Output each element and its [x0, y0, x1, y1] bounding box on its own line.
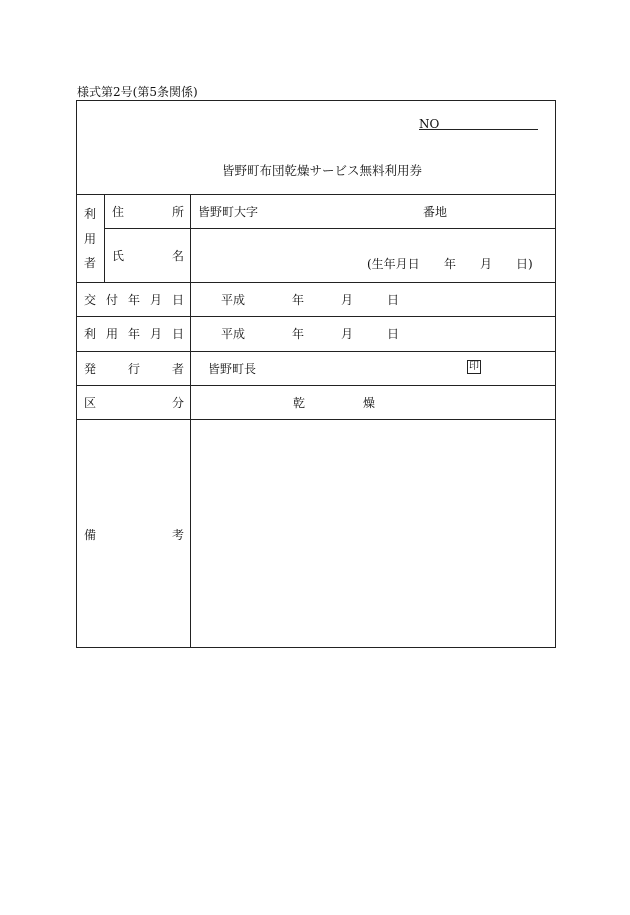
- issue-date-year-unit: 年: [292, 293, 305, 307]
- issue-date-label-char: 年: [128, 293, 141, 307]
- form-title: 皆野町布団乾燥サービス無料利用券: [222, 163, 423, 178]
- address-suffix: 番地: [423, 205, 448, 219]
- issuer-label-char: 者: [172, 362, 185, 376]
- issue-date-label-char: 月: [150, 293, 163, 307]
- use-date-era: 平成: [221, 327, 246, 341]
- name-label-char: 氏: [112, 249, 125, 263]
- birthdate-day-unit: 日): [516, 257, 533, 271]
- birthdate-label: (生年月日: [367, 257, 420, 271]
- issue-date-era: 平成: [221, 293, 246, 307]
- use-date-label-char: 用: [106, 327, 119, 341]
- serial-number-label: NO: [419, 117, 440, 131]
- voucher-form: [76, 100, 556, 648]
- row-divider: [104, 228, 555, 229]
- issue-date-label-char: 交: [84, 293, 97, 307]
- remarks-field[interactable]: [191, 420, 555, 647]
- use-date-day-unit: 日: [387, 327, 400, 341]
- use-date-month-unit: 月: [341, 327, 354, 341]
- form-number: 様式第2号(第5条関係): [77, 85, 198, 99]
- serial-number-field[interactable]: [419, 129, 538, 130]
- address-value[interactable]: 皆野町大字: [198, 205, 259, 219]
- remarks-label-char: 考: [172, 528, 185, 542]
- category-value-char: 燥: [363, 396, 376, 410]
- row-divider: [77, 316, 555, 317]
- category-value-char: 乾: [293, 396, 306, 410]
- birthdate-month-unit: 月: [480, 257, 493, 271]
- remarks-label-char: 備: [84, 528, 97, 542]
- issue-date-day-unit: 日: [387, 293, 400, 307]
- use-date-year-unit: 年: [292, 327, 305, 341]
- user-label-char: 用: [84, 232, 97, 246]
- use-date-label-char: 利: [84, 327, 97, 341]
- category-label-char: 区: [84, 396, 97, 410]
- issuer-label-char: 行: [128, 362, 141, 376]
- use-date-label-char: 月: [150, 327, 163, 341]
- address-label-char: 住: [112, 205, 125, 219]
- user-label-char: 利: [84, 207, 97, 221]
- use-date-label-char: 日: [172, 327, 185, 341]
- issuer-label-char: 発: [84, 362, 97, 376]
- seal-stamp: 印: [469, 361, 479, 372]
- issue-date-label-char: 日: [172, 293, 185, 307]
- user-label-char: 者: [84, 256, 97, 270]
- row-divider: [77, 351, 555, 352]
- row-divider: [77, 194, 555, 195]
- row-divider: [77, 385, 555, 386]
- row-divider: [77, 282, 555, 283]
- name-label-char: 名: [172, 249, 185, 263]
- birthdate-year-unit: 年: [444, 257, 457, 271]
- use-date-label-char: 年: [128, 327, 141, 341]
- issue-date-label-char: 付: [106, 293, 119, 307]
- issuer-value: 皆野町長: [208, 362, 257, 376]
- address-label-char: 所: [172, 205, 185, 219]
- category-label-char: 分: [172, 396, 185, 410]
- column-divider: [104, 194, 105, 282]
- issue-date-month-unit: 月: [341, 293, 354, 307]
